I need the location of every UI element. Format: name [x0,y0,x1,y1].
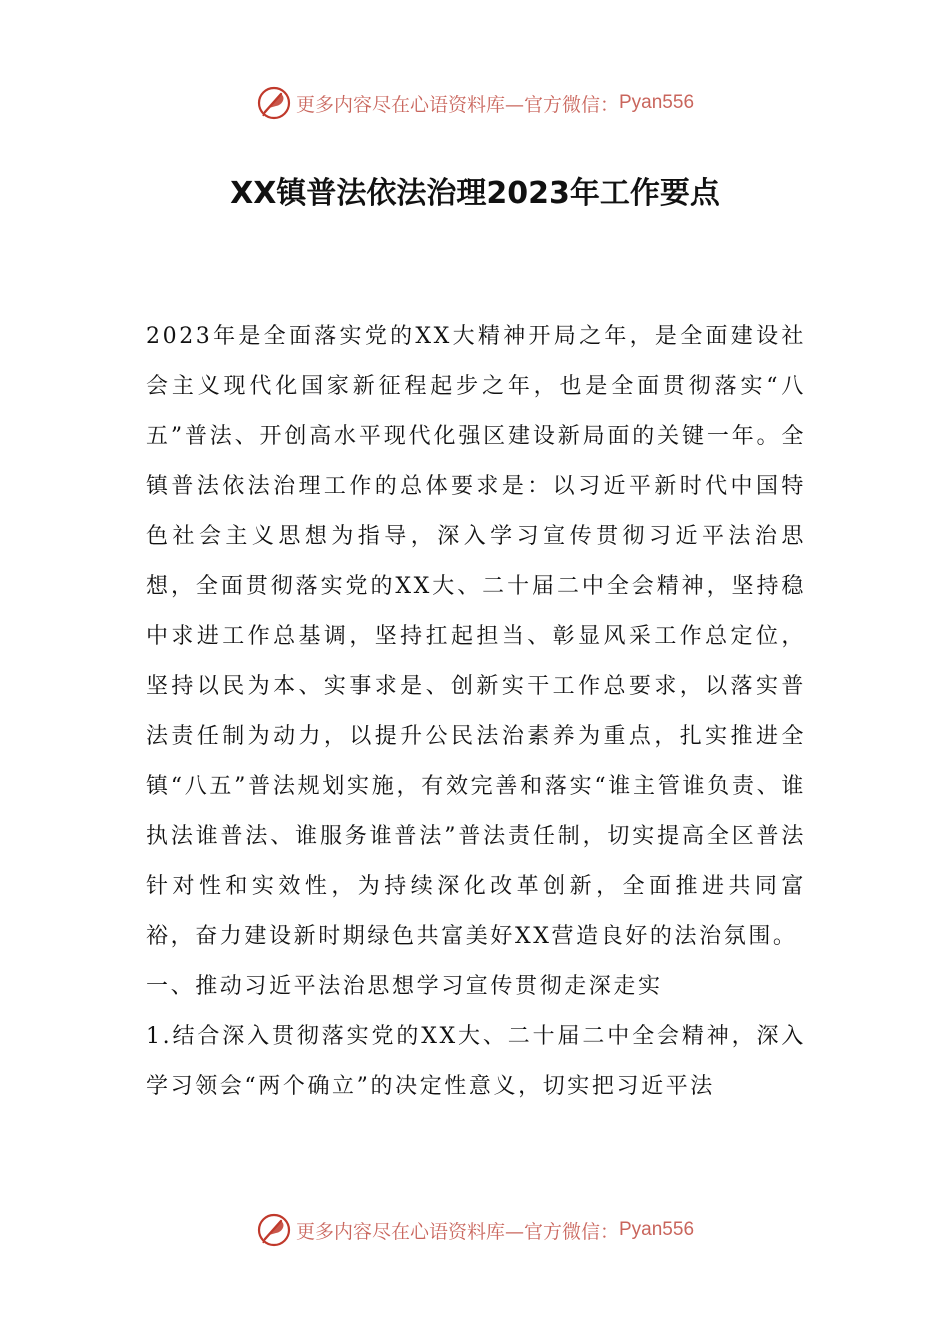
item-paragraph: 1.结合深入贯彻落实党的XX大、二十届二中全会精神，深入学习领会“两个确立”的决定性意义，切实把习近平法 [146,1024,806,1099]
intro-paragraph: 2023年是全面落实党的XX大精神开局之年，是全面建设社会主义现代化国家新征程起步之年，也是全面贯彻落实“八五”普法、开创高水平现代化强区建设新局面的关键一年。全镇普法依法治理工作的总体要求是：以习近平新时代中国特色社会主义思想为指导，深入学习宣传贯彻习近平法治思想，全面贯彻落实党的XX大、二十届二中全会精神，坚持稳中求进工作总基调，坚持扛起担当、彰显风采工作总定位，坚持以民为本、实事求是、创新实干工作总要求，以落实普法责任制为动力，以提升公民法治素养为重点，扎实推进全镇“八五”普法规划实施，有效完善和落实“谁主管谁负责、谁执法谁普法、谁服务谁普法”普法责任制，切实提高全区普法针对性和实效性，为持续深化改革创新，全面推进共同富裕，奋力建设新时期绿色共富美好XX营造良好的法治氛围。 [146,324,806,949]
section-heading: 一、推动习近平法治思想学习宣传贯彻走深走实 [146,974,663,999]
banner-text: 更多内容尽在心语资料库—官方微信： [295,93,619,116]
banner-wechat-id: Pyan556 [619,1219,695,1240]
banner-wechat-id: Pyan556 [619,92,695,113]
quill-logo-icon [256,1212,292,1248]
document-title: XX镇普法依法治理2023年工作要点 [230,176,720,211]
quill-logo-icon [256,85,292,121]
document-body [146,312,806,1112]
header-banner [0,83,950,123]
banner-text: 更多内容尽在心语资料库—官方微信： [295,1220,619,1243]
footer-banner [0,1210,950,1250]
